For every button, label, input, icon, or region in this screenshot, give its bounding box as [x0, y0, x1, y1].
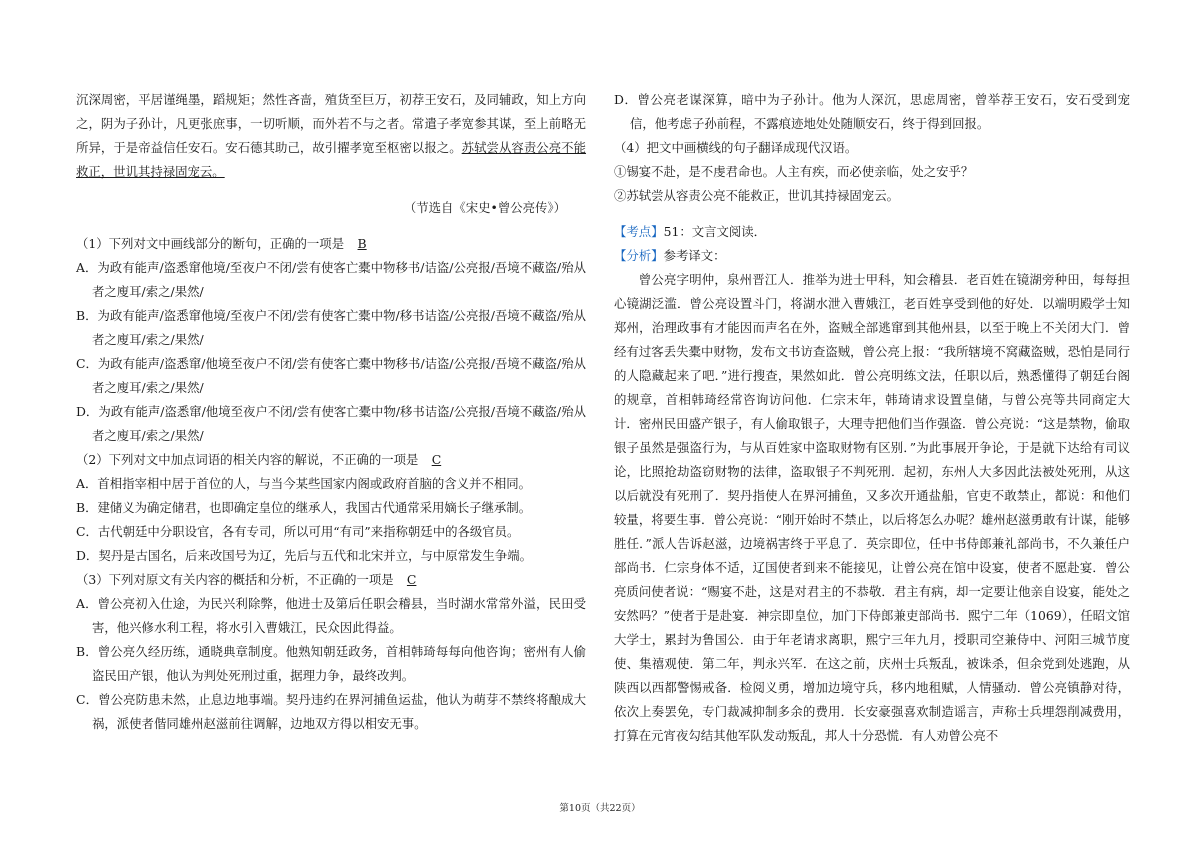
left-column — [76, 88, 586, 736]
q1-stem: （1）下列对文中画线部分的断句，正确的一项是 B — [76, 232, 586, 256]
q2-answer: C — [431, 452, 442, 467]
q2-option-d: D．契丹是古国名，后来改国号为辽，先后与五代和北宋并立，与中原常发生争端。 — [76, 548, 532, 563]
q2-option-c: C．古代朝廷中分职设官，各有专司，所以可用“有司”来指称朝廷中的各级官员。 — [76, 524, 520, 539]
q1-option-c: C．为政有能声/盗悉窜/他境至夜户不闭/尝有使客亡橐中物移书/诘盗/公亮报/吾境不藏盗/殆从者之廋耳/索之/果然/ — [76, 356, 586, 395]
underlined-sentence: 苏轼尝从容责公亮不能 — [461, 140, 587, 155]
kaodian-tag: 【考点】 — [614, 224, 664, 239]
q3-stem: （3）下列对原文有关内容的概括和分析，不正确的一项是 C — [76, 568, 586, 592]
q1-option-a: A．为政有能声/盗悉窜他境/至夜户不闭/尝有使客亡橐中物移书/诘盗/公亮报/吾境不藏盗/殆从者之廋耳/索之/果然/ — [76, 260, 586, 299]
right-column — [614, 88, 1130, 748]
translation-text: 曾公亮字明仲，泉州晋江人．推举为进士甲科，知会稽县．老百姓在镜湖旁种田，每每担心镜湖泛滥．曾公亮设置斗门，将湖水泄入曹娥江，老百姓享受到他的好处．以端明殿学士知郑州，治理政事有才能因而声名在外，盗贼全部逃窜到其他州县，以至于晚上不关闭大门．曾经有过客丢失橐中财物，发布文书访查盗贼，曾公亮上报：“我所辖境不窝藏盗贼，恐怕是同行的人隐藏起来了吧．”进行搜查，果然如此．曾公亮明练文法，任职以后，熟悉懂得了朝廷台阁的规章，首相韩琦经常咨询访问他．仁宗末年，韩琦请求设置皇储，与曾公亮等共同商定大计．密州民田盛产银子，有人偷取银子，大理寺把他们当作强盗．曾公亮说：“这是禁物，偷取银子虽然是强盗行为，与从百姓家中盗取财物有区别．”为此事展开争论，于是就下达给有司议论，比照抢劫盗窃财物的法律，盗取银子不判死刑．起初，东州人大多因此法被处死刑，从这以后就没有死刑了．契丹指使人在界河捕鱼，又多次开通盐船，官吏不敢禁止，都说：和他们较量，将要生事．曾公亮说：“刚开始时不禁止，以后将怎么办呢？雄州赵滋勇敢有计谋，能够胜任．”派人告诉赵滋，边境祸害终于平息了．英宗即位，任中书侍郎兼礼部尚书，不久兼任户部尚书．仁宗身体不适，辽国使者到来不能接见，让曾公亮在馆中设宴，使者不愿赴宴．曾公亮质问使者说：“赐宴不赴，这是对君主的不恭敬．君主有病，却一定要让他亲自设宴，能处之安然吗？”使者于是赴宴．神宗即皇位，加门下侍郎兼吏部尚书．熙宁二年（1069），任昭文馆大学士，累封为鲁国公．由于年老请求离职，熙宁三年九月，授职司空兼侍中、河阳三城节度使、集禧观使．第二年，判永兴军．在这之前，庆州士兵叛乱，被诛杀，但余党到处逃跑，从陕西以西都警惕戒备．检阅义勇，增加边境守兵，移内地租赋，人情骚动．曾公亮镇静对待，依次上奏罢免，专门裁减抑制多余的费用．长安豪强喜欢制造谣言，声称士兵埋怨削减费用，打算在元宵夜勾结其他军队发动叛乱，邦人十分恐慌．有人劝曾公亮不 — [614, 272, 1130, 743]
underlined-sentence: 救正，世讥其持禄固宠云。 — [76, 164, 225, 179]
passage — [76, 88, 586, 184]
passage-line: 所异，于是帝益信任安石。安石德其助己，故引擢孝宽至枢密以报之。 — [76, 140, 462, 155]
q2-option-a: A．首相指宰相中居于首位的人，与当今某些国家内阁或政府首脑的含义并不相同。 — [76, 476, 532, 491]
q3-answer: C — [406, 572, 417, 587]
q4-item: ②苏轼尝从容责公亮不能救正，世讥其持禄固宠云。 — [614, 188, 899, 203]
q1-option-d: D．为政有能声/盗悉窜/他境至夜户不闭/尝有使客亡橐中物/移书诘盗/公亮报/吾境不藏盗/殆从者之廋耳/索之/果然/ — [76, 404, 587, 443]
q1-option-b: B．为政有能声/盗悉窜他境/至夜户不闭/尝有使客亡橐中物/移书诘盗/公亮报/吾境不藏盗/殆从者之廋耳/索之/果然/ — [76, 308, 586, 347]
q3-option-a: A．曾公亮初入仕途，为民兴利除弊，他进士及第后任职会稽县，当时湖水常常外溢，民田受害，他兴修水利工程，将水引入曹娥江，民众因此得益。 — [76, 596, 587, 635]
passage-source: （节选自《宋史•曾公亮传》） — [403, 200, 566, 215]
kaodian-line: 【考点】51：文言文阅读． — [614, 224, 767, 239]
q2-stem: （2）下列对文中加点词语的相关内容的解说，不正确的一项是 C — [76, 448, 586, 472]
q3-option-c: C．曾公亮防患未然，止息边地事端。契丹违约在界河捕鱼运盐，他认为萌芽不禁终将酿成大祸，派使者偕同雄州赵滋前往调解，边地双方得以相安无事。 — [76, 692, 587, 731]
fenxi-tag: 【分析】 — [614, 248, 664, 263]
page-number: 第10页（共22页） — [559, 803, 641, 814]
q4-item: ①锡宴不赴，是不虔君命也。人主有疾，而必使亲临，处之安乎？ — [614, 164, 974, 179]
passage-line: 之，阴为子孙计，凡更张庶事，一切听顺，而外若不与之者。常遣子孝宽参其谋，至上前略无 — [76, 116, 586, 131]
passage-line: 沉深周密，平居谨绳墨，蹈规矩；然性吝啬，殖货至巨万，初荐王安石，及同辅政，知上方向 — [76, 92, 586, 107]
q3-option-b: B．曾公亮久经历练，通晓典章制度。他熟知朝廷政务，首相韩琦每每向他咨询；密州有人偷盗民田产银，他认为判处死刑过重，据理力争，最终改判。 — [76, 644, 587, 683]
fenxi-line: 【分析】参考译文： — [614, 248, 726, 263]
q3-option-d: D．曾公亮老谋深算，暗中为子孙计。他为人深沉，思虑周密，曾举荐王安石，安石受到宠信，他考虑子孙前程，不露痕迹地处处随顺安石，终于得到回报。 — [614, 92, 1131, 131]
q2-option-b: B．建储义为确定储君，也即确定皇位的继承人，我国古代通常采用嫡长子继承制。 — [76, 500, 532, 515]
q4-stem: （4）把文中画横线的句子翻译成现代汉语。 — [614, 140, 858, 155]
q1-answer: B — [357, 236, 367, 251]
